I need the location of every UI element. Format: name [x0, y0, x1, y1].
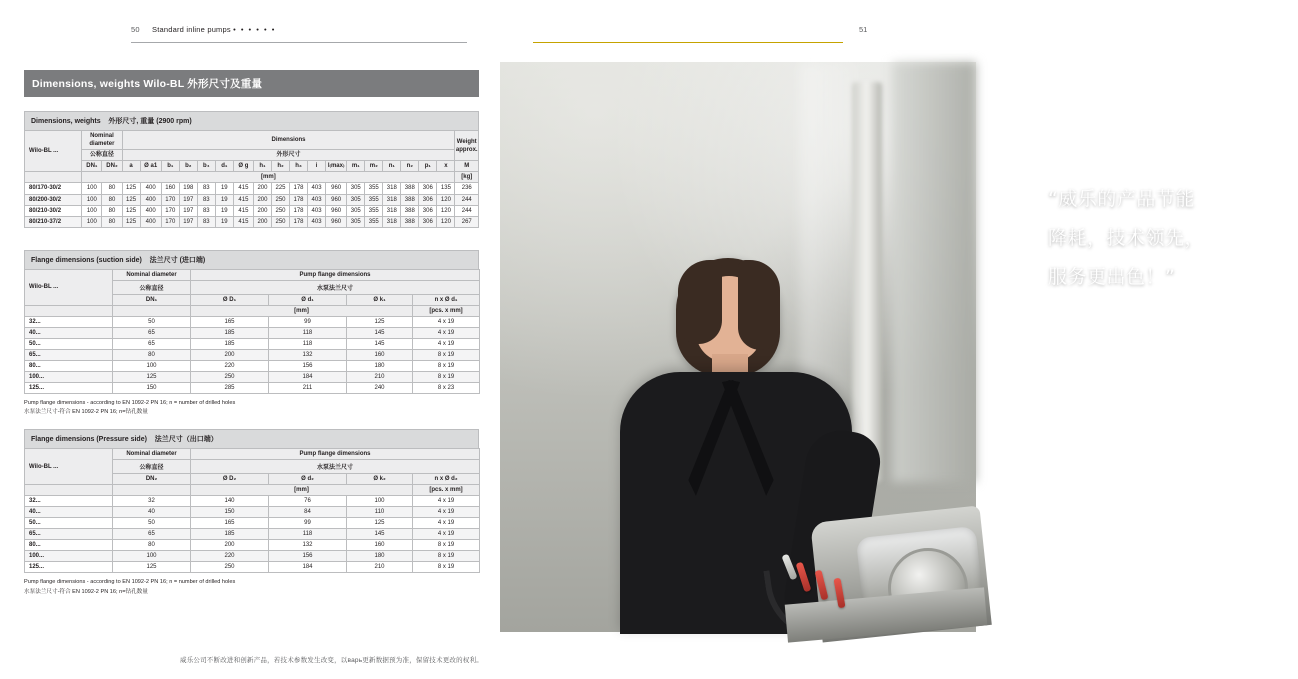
- page-title: Dimensions, weights Wilo-BL 外形尺寸及重量: [24, 70, 479, 97]
- person-hair-right: [738, 260, 780, 350]
- col-h3: h₃: [290, 161, 308, 172]
- cell: 403: [308, 205, 326, 216]
- pressure-flange-block: [24, 429, 479, 596]
- cell: 306: [419, 183, 437, 194]
- suction-note-zh: 水泵法兰尺寸-符合 EN 1092-2 PN 16; n=钻孔数量: [24, 409, 148, 416]
- quote-line-3: 服务更出色！”: [1048, 265, 1176, 288]
- cell: 65: [113, 529, 191, 540]
- cell: 125: [113, 371, 191, 382]
- suction-note-en: Pump flange dimensions - according to EN 1092-2 PN 16; n = number of drilled holes: [24, 399, 236, 406]
- cell: 415: [233, 183, 253, 194]
- cell: 210: [347, 562, 413, 573]
- table-row: [25, 562, 480, 573]
- cell: 355: [365, 216, 383, 227]
- cell: 211: [269, 382, 347, 393]
- pressure-group-nominal-zh: 公称直径: [113, 460, 191, 474]
- table-row: [25, 540, 480, 551]
- cell: 355: [365, 194, 383, 205]
- cell: 125: [122, 205, 140, 216]
- cell: 160: [347, 349, 413, 360]
- suction-col-dd1: Ø d₁: [269, 294, 347, 305]
- cell: 8 x 23: [413, 382, 480, 393]
- pressure-caption-en: Flange dimensions (Pressure side): [31, 436, 147, 444]
- cell: 305: [347, 183, 365, 194]
- cell: 200: [253, 216, 271, 227]
- cell: 250: [191, 562, 269, 573]
- pressure-col-dn2: DN₂: [113, 474, 191, 485]
- footer-disclaimer: 威乐公司不断改进和创新产品，若技术参数发生改变，以варь更新数据预为准，保留技术更改的权利。: [180, 657, 483, 664]
- cell: 403: [308, 194, 326, 205]
- suction-col-dn1: DN₁: [113, 294, 191, 305]
- suction-note: [24, 399, 479, 417]
- row-label: 65...: [25, 529, 113, 540]
- dimensions-caption-en: Dimensions, weights: [31, 118, 101, 125]
- cell: 99: [269, 316, 347, 327]
- cell: 388: [401, 194, 419, 205]
- table-row: [25, 551, 480, 562]
- group-nominal-en: Nominal diameter: [89, 133, 115, 148]
- cell: 250: [271, 205, 289, 216]
- cell: 4 x 19: [413, 316, 480, 327]
- suction-group-nominal-zh: 公称直径: [113, 280, 191, 294]
- table-row: [25, 316, 480, 327]
- cell: 305: [347, 205, 365, 216]
- table-row: [25, 382, 480, 393]
- cell: 178: [290, 205, 308, 216]
- cell: 8 x 19: [413, 540, 480, 551]
- table-row: [25, 349, 480, 360]
- cell: 80: [102, 194, 122, 205]
- cell: 160: [347, 540, 413, 551]
- cell: 83: [197, 205, 215, 216]
- cell: 4 x 19: [413, 518, 480, 529]
- feature-photo: [500, 62, 1205, 632]
- cell: 388: [401, 183, 419, 194]
- cell: 170: [161, 205, 179, 216]
- cell: 125: [122, 183, 140, 194]
- cell: 8 x 19: [413, 360, 480, 371]
- col-b2: b₂: [179, 161, 197, 172]
- header-dots: • • • • • •: [233, 25, 276, 34]
- cell: 178: [290, 216, 308, 227]
- cell: 110: [347, 507, 413, 518]
- cell: 160: [161, 183, 179, 194]
- row-label: 80/170-30/2: [25, 183, 82, 194]
- cell: 132: [269, 349, 347, 360]
- cell: 100: [347, 496, 413, 507]
- pressure-unit-pcs: [pcs. x mm]: [413, 485, 480, 496]
- table-row: [25, 529, 480, 540]
- unit-row-blank: [25, 172, 82, 183]
- suction-group-nominal-en: Nominal diameter: [113, 269, 191, 280]
- suction-unit-pcs: [pcs. x mm]: [413, 305, 480, 316]
- cell: 200: [253, 205, 271, 216]
- cell: 267: [455, 216, 479, 227]
- cell: 145: [347, 529, 413, 540]
- pressure-unit-0: [113, 485, 191, 496]
- cell: 355: [365, 183, 383, 194]
- cell: 145: [347, 338, 413, 349]
- row-label: 80...: [25, 540, 113, 551]
- col-lmax: l₍max₎: [326, 161, 347, 172]
- cell: 306: [419, 205, 437, 216]
- row-label: 50...: [25, 518, 113, 529]
- suction-col-d1: Ø D₁: [191, 294, 269, 305]
- cell: 305: [347, 216, 365, 227]
- cell: 225: [271, 183, 289, 194]
- cell: 185: [191, 327, 269, 338]
- dimensions-caption-zh: 外形尺寸, 重量 (2900 rpm): [108, 118, 192, 125]
- cell: 8 x 19: [413, 562, 480, 573]
- cell: 240: [347, 382, 413, 393]
- cell: 76: [269, 496, 347, 507]
- pressure-col-d2: Ø D₂: [191, 474, 269, 485]
- cell: 960: [326, 205, 347, 216]
- cell: 285: [191, 382, 269, 393]
- pressure-note-en: Pump flange dimensions - according to EN 1092-2 PN 16; n = number of drilled holes: [24, 579, 236, 586]
- cell: 140: [191, 496, 269, 507]
- suction-caption-en: Flange dimensions (suction side): [31, 256, 142, 264]
- table-row: [25, 216, 479, 227]
- cell: 210: [347, 371, 413, 382]
- col-b4: b₄: [197, 161, 215, 172]
- quote-line-1: “威乐的产品节能: [1048, 188, 1195, 210]
- cell: 197: [179, 205, 197, 216]
- table-row: [25, 327, 480, 338]
- cell: 100: [82, 216, 102, 227]
- col-n1: n₁: [383, 161, 401, 172]
- dimensions-table: [24, 130, 479, 228]
- cell: 19: [215, 183, 233, 194]
- cell: 185: [191, 529, 269, 540]
- cell: 118: [269, 529, 347, 540]
- suction-block-caption: [24, 250, 479, 269]
- cell: 178: [290, 194, 308, 205]
- cell: 4 x 19: [413, 496, 480, 507]
- cell: 250: [271, 216, 289, 227]
- suction-caption-zh: 法兰尺寸 (进口端): [149, 256, 206, 264]
- cell: 960: [326, 216, 347, 227]
- pressure-unit-mm: [mm]: [191, 485, 413, 496]
- cell: 135: [437, 183, 455, 194]
- cell: 355: [365, 205, 383, 216]
- dimensions-table-body: [25, 183, 479, 227]
- dimensions-weights-block: [24, 111, 479, 228]
- col-n2: n₂: [401, 161, 419, 172]
- left-content-column: [24, 70, 479, 597]
- col-m2: m₂: [365, 161, 383, 172]
- cell: 318: [383, 194, 401, 205]
- row-label: 80...: [25, 360, 113, 371]
- group-weight-header: [455, 131, 479, 161]
- cell: 65: [113, 338, 191, 349]
- group-weight-en: Weight approx.: [455, 138, 478, 153]
- cell: 132: [269, 540, 347, 551]
- cell: 145: [347, 327, 413, 338]
- cell: 400: [140, 194, 161, 205]
- cell: 200: [253, 183, 271, 194]
- cell: 80: [113, 349, 191, 360]
- cell: 318: [383, 216, 401, 227]
- cell: 32: [113, 496, 191, 507]
- cell: 83: [197, 216, 215, 227]
- cell: 415: [233, 194, 253, 205]
- pressure-note-zh: 水泵法兰尺寸-符合 EN 1092-2 PN 16; n=钻孔数量: [24, 588, 148, 595]
- cell: 120: [437, 205, 455, 216]
- cell: 50: [113, 518, 191, 529]
- cell: 165: [191, 316, 269, 327]
- cell: 19: [215, 216, 233, 227]
- cell: 80: [102, 216, 122, 227]
- cell: 180: [347, 551, 413, 562]
- pressure-note: [24, 578, 479, 596]
- pressure-group-pump-en: Pump flange dimensions: [191, 449, 480, 460]
- cell: 306: [419, 216, 437, 227]
- col-i: i: [308, 161, 326, 172]
- cell: 178: [290, 183, 308, 194]
- cell: 83: [197, 183, 215, 194]
- cell: 125: [113, 562, 191, 573]
- row-label: 50...: [25, 338, 113, 349]
- col-h2: h₂: [271, 161, 289, 172]
- header-section-label: Standard inline pumps: [152, 25, 231, 34]
- cell: 960: [326, 194, 347, 205]
- group-nominal-header: [82, 131, 122, 150]
- col-p1: p₁: [419, 161, 437, 172]
- col-m-weight: M: [455, 161, 479, 172]
- row-label: 40...: [25, 327, 113, 338]
- col-g: Ø g: [233, 161, 253, 172]
- cell: 197: [179, 216, 197, 227]
- row-label: 32...: [25, 316, 113, 327]
- suction-table-body: [25, 316, 480, 393]
- group-dimensions-en: Dimensions: [271, 137, 306, 144]
- row-label: 80/200-30/2: [25, 194, 82, 205]
- pull-quote: [1048, 180, 1298, 297]
- cell: 125: [347, 316, 413, 327]
- suction-flange-table: [24, 269, 480, 394]
- cell: 403: [308, 216, 326, 227]
- table-row: [25, 338, 480, 349]
- cell: 306: [419, 194, 437, 205]
- cell: 244: [455, 205, 479, 216]
- pressure-row-label-header: Wilo-BL ...: [25, 449, 113, 485]
- cell: 388: [401, 205, 419, 216]
- cell: 156: [269, 360, 347, 371]
- group-dimensions-header: [122, 131, 455, 150]
- row-label: 125...: [25, 382, 113, 393]
- cell: 80: [102, 183, 122, 194]
- cell: 185: [191, 338, 269, 349]
- table-row: [25, 518, 480, 529]
- cell: 80: [102, 205, 122, 216]
- cell: 8 x 19: [413, 551, 480, 562]
- pressure-group-nominal-en: Nominal diameter: [113, 449, 191, 460]
- cell: 120: [437, 216, 455, 227]
- col-h1: h₁: [253, 161, 271, 172]
- cell: 40: [113, 507, 191, 518]
- dimensions-block-caption: [24, 111, 479, 130]
- cell: 400: [140, 205, 161, 216]
- cell: 388: [401, 216, 419, 227]
- table-row: [25, 194, 479, 205]
- cell: 100: [82, 194, 102, 205]
- row-label: 40...: [25, 507, 113, 518]
- cell: 8 x 19: [413, 349, 480, 360]
- page-header: [0, 0, 1000, 48]
- cell: 184: [269, 371, 347, 382]
- cell: 250: [271, 194, 289, 205]
- cell: 50: [113, 316, 191, 327]
- suction-col-k1: Ø k₁: [347, 294, 413, 305]
- cell: 236: [455, 183, 479, 194]
- cell: 415: [233, 205, 253, 216]
- pressure-unit-blank: [25, 485, 113, 496]
- cell: 244: [455, 194, 479, 205]
- group-nominal-header-zh: 公称直径: [82, 150, 122, 161]
- cell: 170: [161, 194, 179, 205]
- cell: 184: [269, 562, 347, 573]
- col-d1: d₁: [215, 161, 233, 172]
- col-b1: b₁: [161, 161, 179, 172]
- cell: 220: [191, 551, 269, 562]
- pressure-block-caption: [24, 429, 479, 448]
- col-dn2: DN₂: [102, 161, 122, 172]
- cell: 80: [113, 540, 191, 551]
- cell: 250: [191, 371, 269, 382]
- cell: 305: [347, 194, 365, 205]
- pressure-col-nxd: n x Ø d₂: [413, 474, 480, 485]
- row-label: 125...: [25, 562, 113, 573]
- cell: 165: [191, 518, 269, 529]
- row-label: 32...: [25, 496, 113, 507]
- cell: 4 x 19: [413, 529, 480, 540]
- cell: 403: [308, 183, 326, 194]
- cell: 400: [140, 183, 161, 194]
- cell: 4 x 19: [413, 327, 480, 338]
- cell: 960: [326, 183, 347, 194]
- cell: 99: [269, 518, 347, 529]
- cell: 318: [383, 205, 401, 216]
- left-page-number: 50: [131, 25, 140, 34]
- unit-kg: [kg]: [455, 172, 479, 183]
- cell: 220: [191, 360, 269, 371]
- cell: 100: [82, 183, 102, 194]
- header-rule-left: [131, 42, 467, 43]
- cell: 415: [233, 216, 253, 227]
- pressure-table-body: [25, 496, 480, 573]
- cell: 83: [197, 194, 215, 205]
- cell: 170: [161, 216, 179, 227]
- row-label: 80/210-30/2: [25, 205, 82, 216]
- pressure-col-dd2: Ø d₂: [269, 474, 347, 485]
- person-hair-left: [678, 260, 722, 344]
- cell: 400: [140, 216, 161, 227]
- header-rule-right: [533, 42, 843, 43]
- right-page-number: 51: [859, 25, 868, 34]
- table-row: [25, 496, 480, 507]
- row-label: 100...: [25, 371, 113, 382]
- row-label: 100...: [25, 551, 113, 562]
- cell: 118: [269, 327, 347, 338]
- table-row: [25, 507, 480, 518]
- suction-unit-0: [113, 305, 191, 316]
- cell: 4 x 19: [413, 338, 480, 349]
- group-dimensions-header-zh: 外形尺寸: [122, 150, 455, 161]
- cell: 4 x 19: [413, 507, 480, 518]
- cell: 125: [347, 518, 413, 529]
- suction-unit-blank: [25, 305, 113, 316]
- cell: 200: [253, 194, 271, 205]
- cell: 125: [122, 216, 140, 227]
- cell: 8 x 19: [413, 371, 480, 382]
- cell: 180: [347, 360, 413, 371]
- suction-flange-block: [24, 250, 479, 417]
- pressure-caption-zh: 法兰尺寸（出口端）: [154, 436, 218, 444]
- suction-row-label-header: Wilo-BL ...: [25, 269, 113, 305]
- pressure-group-pump-zh: 水泵法兰尺寸: [191, 460, 480, 474]
- suction-group-pump-en: Pump flange dimensions: [191, 269, 480, 280]
- cell: 200: [191, 540, 269, 551]
- cell: 200: [191, 349, 269, 360]
- col-a: a: [122, 161, 140, 172]
- cell: 65: [113, 327, 191, 338]
- suction-col-nxd: n x Ø d₁: [413, 294, 480, 305]
- cell: 100: [113, 360, 191, 371]
- cell: 150: [191, 507, 269, 518]
- cell: 19: [215, 194, 233, 205]
- cell: 197: [179, 194, 197, 205]
- col-a1: Ø a1: [140, 161, 161, 172]
- quote-line-2: 降耗，技术领先，: [1048, 226, 1205, 249]
- cell: 125: [122, 194, 140, 205]
- cell: 198: [179, 183, 197, 194]
- table-row: [25, 205, 479, 216]
- cell: 100: [82, 205, 102, 216]
- col-m1: m₁: [347, 161, 365, 172]
- suction-group-pump-zh: 水泵法兰尺寸: [191, 280, 480, 294]
- table-row: [25, 360, 480, 371]
- cell: 118: [269, 338, 347, 349]
- pressure-flange-table: [24, 448, 480, 573]
- col-dn1: DN₁: [82, 161, 102, 172]
- cell: 84: [269, 507, 347, 518]
- unit-mm: [mm]: [82, 172, 455, 183]
- cell: 156: [269, 551, 347, 562]
- header-section-text: [152, 25, 276, 34]
- pressure-col-k2: Ø k₂: [347, 474, 413, 485]
- row-label: 65...: [25, 349, 113, 360]
- suction-unit-mm: [mm]: [191, 305, 413, 316]
- row-label: 80/210-37/2: [25, 216, 82, 227]
- cell: 100: [113, 551, 191, 562]
- table-row: [25, 183, 479, 194]
- table-row: [25, 371, 480, 382]
- cell: 150: [113, 382, 191, 393]
- cell: 318: [383, 183, 401, 194]
- cell: 120: [437, 194, 455, 205]
- dimensions-row-label-header: Wilo-BL ...: [25, 131, 82, 172]
- col-x: x: [437, 161, 455, 172]
- cell: 19: [215, 205, 233, 216]
